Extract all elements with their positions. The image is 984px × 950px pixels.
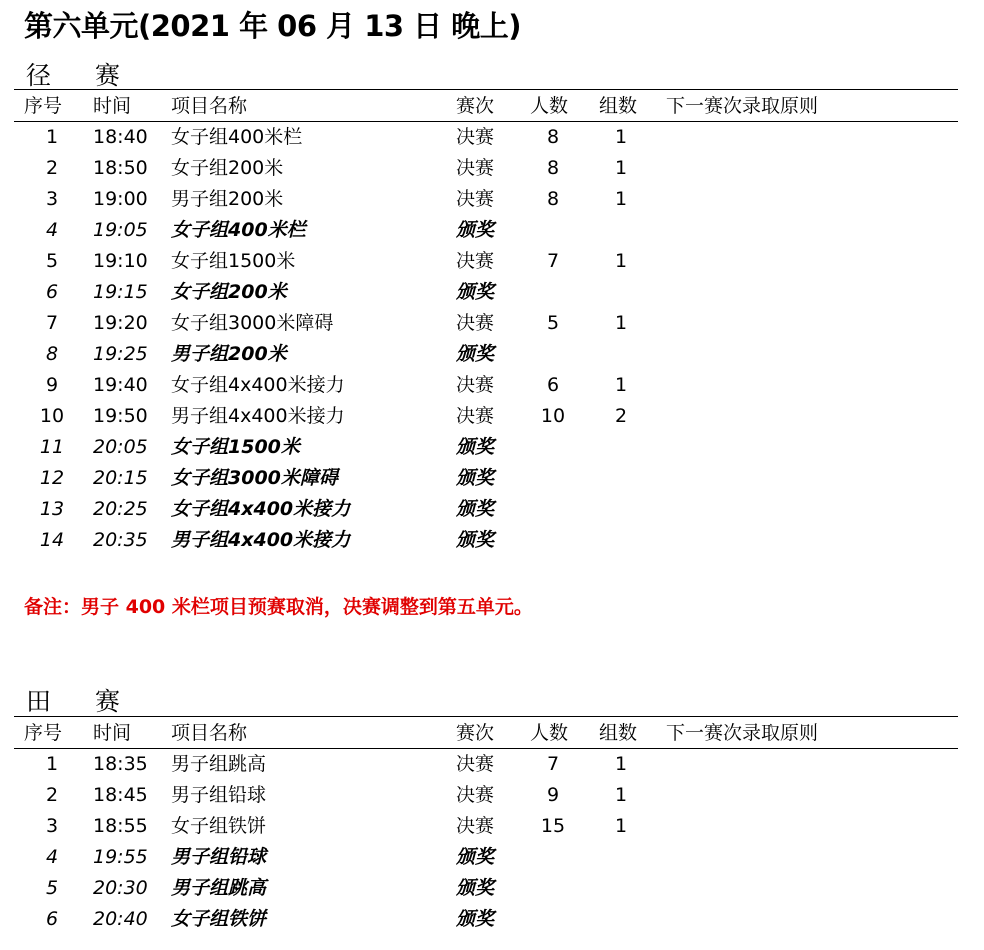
row-count: 5 xyxy=(546,312,560,334)
field-header xyxy=(0,717,984,749)
row-event: 男子组跳高 xyxy=(171,753,267,775)
row-no: 2 xyxy=(45,784,59,806)
row-no: 5 xyxy=(45,877,59,899)
page-title: 第六单元(2021 年 06 月 13 日 晚上) xyxy=(24,9,522,43)
row-event: 女子组400米栏 xyxy=(171,219,306,241)
row-round: 决赛 xyxy=(456,753,495,775)
field-header-row xyxy=(0,717,984,749)
row-time: 19:50 xyxy=(93,405,148,427)
row-time: 19:55 xyxy=(93,846,148,868)
col-event-header: 项目名称 xyxy=(171,95,248,117)
table-row xyxy=(0,308,984,339)
row-no: 10 xyxy=(39,405,65,427)
row-event: 女子组400米栏 xyxy=(171,126,303,148)
row-count: 9 xyxy=(546,784,560,806)
row-event: 女子组200米 xyxy=(171,281,287,303)
row-no: 2 xyxy=(45,157,59,179)
col-count-header: 人数 xyxy=(530,95,569,117)
row-count: 8 xyxy=(546,188,560,210)
row-time: 19:20 xyxy=(93,312,148,334)
row-no: 5 xyxy=(45,250,59,272)
row-groups: 1 xyxy=(614,312,628,334)
col-next-header: 下一赛次录取原则 xyxy=(666,95,819,117)
row-round: 决赛 xyxy=(456,405,495,427)
col-round-header: 赛次 xyxy=(456,95,495,117)
table-row xyxy=(0,463,984,494)
table-row xyxy=(0,873,984,904)
row-no: 11 xyxy=(39,436,65,458)
row-groups: 1 xyxy=(614,815,628,837)
table-row xyxy=(0,246,984,277)
row-time: 18:45 xyxy=(93,784,148,806)
row-groups: 1 xyxy=(614,126,628,148)
row-time: 18:50 xyxy=(93,157,148,179)
row-time: 19:05 xyxy=(93,219,148,241)
row-event: 女子组1500米 xyxy=(171,436,300,458)
row-groups: 1 xyxy=(614,784,628,806)
row-count: 6 xyxy=(546,374,560,396)
row-count: 7 xyxy=(546,250,560,272)
row-no: 14 xyxy=(39,529,65,551)
table-row xyxy=(0,215,984,246)
row-groups: 1 xyxy=(614,188,628,210)
row-time: 19:25 xyxy=(93,343,148,365)
row-count: 10 xyxy=(540,405,566,427)
row-time: 20:05 xyxy=(93,436,148,458)
col-time-header: 时间 xyxy=(93,95,132,117)
row-round: 决赛 xyxy=(456,188,495,210)
row-round: 颁奖 xyxy=(456,877,495,899)
row-time: 19:10 xyxy=(93,250,148,272)
table-row xyxy=(0,525,984,556)
row-round: 颁奖 xyxy=(456,908,495,930)
row-event: 男子组跳高 xyxy=(171,877,267,899)
row-round: 颁奖 xyxy=(456,467,495,489)
table-row xyxy=(0,339,984,370)
row-groups: 1 xyxy=(614,157,628,179)
track-header xyxy=(0,90,984,122)
col-time-header: 时间 xyxy=(93,722,132,744)
row-groups: 1 xyxy=(614,374,628,396)
field-table xyxy=(0,749,984,935)
table-row xyxy=(0,122,984,153)
row-time: 20:15 xyxy=(93,467,148,489)
row-time: 18:35 xyxy=(93,753,148,775)
row-round: 颁奖 xyxy=(456,846,495,868)
field-section-title: 田赛 xyxy=(26,687,165,716)
row-time: 20:35 xyxy=(93,529,148,551)
row-event: 女子组4x400米接力 xyxy=(171,374,345,396)
row-event: 女子组铁饼 xyxy=(171,908,267,930)
row-no: 6 xyxy=(45,281,59,303)
row-no: 3 xyxy=(45,188,59,210)
row-round: 颁奖 xyxy=(456,219,495,241)
row-round: 决赛 xyxy=(456,250,495,272)
row-event: 男子组4x400米接力 xyxy=(171,529,351,551)
row-time: 18:40 xyxy=(93,126,148,148)
row-time: 19:15 xyxy=(93,281,148,303)
row-event: 女子组3000米障碍 xyxy=(171,312,334,334)
track-header-row xyxy=(0,90,984,122)
row-count: 8 xyxy=(546,126,560,148)
row-round: 决赛 xyxy=(456,126,495,148)
row-no: 4 xyxy=(45,846,59,868)
row-time: 20:30 xyxy=(93,877,148,899)
row-event: 女子组3000米障碍 xyxy=(171,467,338,489)
row-event: 男子组铅球 xyxy=(171,784,267,806)
table-row xyxy=(0,904,984,935)
row-round: 颁奖 xyxy=(456,529,495,551)
table-row xyxy=(0,277,984,308)
row-time: 20:25 xyxy=(93,498,148,520)
row-event: 女子组1500米 xyxy=(171,250,296,272)
row-round: 决赛 xyxy=(456,312,495,334)
track-table xyxy=(0,122,984,556)
row-event: 男子组4x400米接力 xyxy=(171,405,345,427)
table-row xyxy=(0,842,984,873)
row-time: 19:00 xyxy=(93,188,148,210)
row-round: 决赛 xyxy=(456,784,495,806)
row-round: 决赛 xyxy=(456,815,495,837)
table-row xyxy=(0,494,984,525)
row-no: 4 xyxy=(45,219,59,241)
row-no: 1 xyxy=(45,126,59,148)
col-round-header: 赛次 xyxy=(456,722,495,744)
table-row xyxy=(0,811,984,842)
row-no: 13 xyxy=(39,498,65,520)
track-section-title: 径赛 xyxy=(26,61,165,90)
table-row xyxy=(0,432,984,463)
table-row xyxy=(0,780,984,811)
row-time: 18:55 xyxy=(93,815,148,837)
row-no: 12 xyxy=(39,467,65,489)
row-no: 7 xyxy=(45,312,59,334)
col-next-header: 下一赛次录取原则 xyxy=(666,722,819,744)
row-no: 8 xyxy=(45,343,59,365)
col-event-header: 项目名称 xyxy=(171,722,248,744)
row-event: 女子组200米 xyxy=(171,157,284,179)
row-no: 6 xyxy=(45,908,59,930)
row-groups: 1 xyxy=(614,753,628,775)
row-round: 决赛 xyxy=(456,157,495,179)
row-round: 颁奖 xyxy=(456,343,495,365)
col-no-header: 序号 xyxy=(24,722,63,744)
row-no: 9 xyxy=(45,374,59,396)
col-groups-header: 组数 xyxy=(599,95,638,117)
col-groups-header: 组数 xyxy=(599,722,638,744)
table-row xyxy=(0,370,984,401)
table-row xyxy=(0,749,984,780)
row-event: 男子组200米 xyxy=(171,343,287,365)
row-event: 男子组铅球 xyxy=(171,846,267,868)
row-count: 15 xyxy=(540,815,566,837)
row-count: 8 xyxy=(546,157,560,179)
row-count: 7 xyxy=(546,753,560,775)
col-count-header: 人数 xyxy=(530,722,569,744)
row-event: 女子组铁饼 xyxy=(171,815,267,837)
row-event: 女子组4x400米接力 xyxy=(171,498,351,520)
col-no-header: 序号 xyxy=(24,95,63,117)
row-time: 19:40 xyxy=(93,374,148,396)
row-round: 颁奖 xyxy=(456,436,495,458)
row-time: 20:40 xyxy=(93,908,148,930)
row-no: 1 xyxy=(45,753,59,775)
table-row xyxy=(0,401,984,432)
row-no: 3 xyxy=(45,815,59,837)
row-round: 颁奖 xyxy=(456,281,495,303)
row-round: 决赛 xyxy=(456,374,495,396)
row-event: 男子组200米 xyxy=(171,188,284,210)
row-round: 颁奖 xyxy=(456,498,495,520)
row-groups: 2 xyxy=(614,405,628,427)
row-groups: 1 xyxy=(614,250,628,272)
table-row xyxy=(0,153,984,184)
table-row xyxy=(0,184,984,215)
remark-note: 备注：男子 400 米栏项目预赛取消，决赛调整到第五单元。 xyxy=(24,596,533,618)
